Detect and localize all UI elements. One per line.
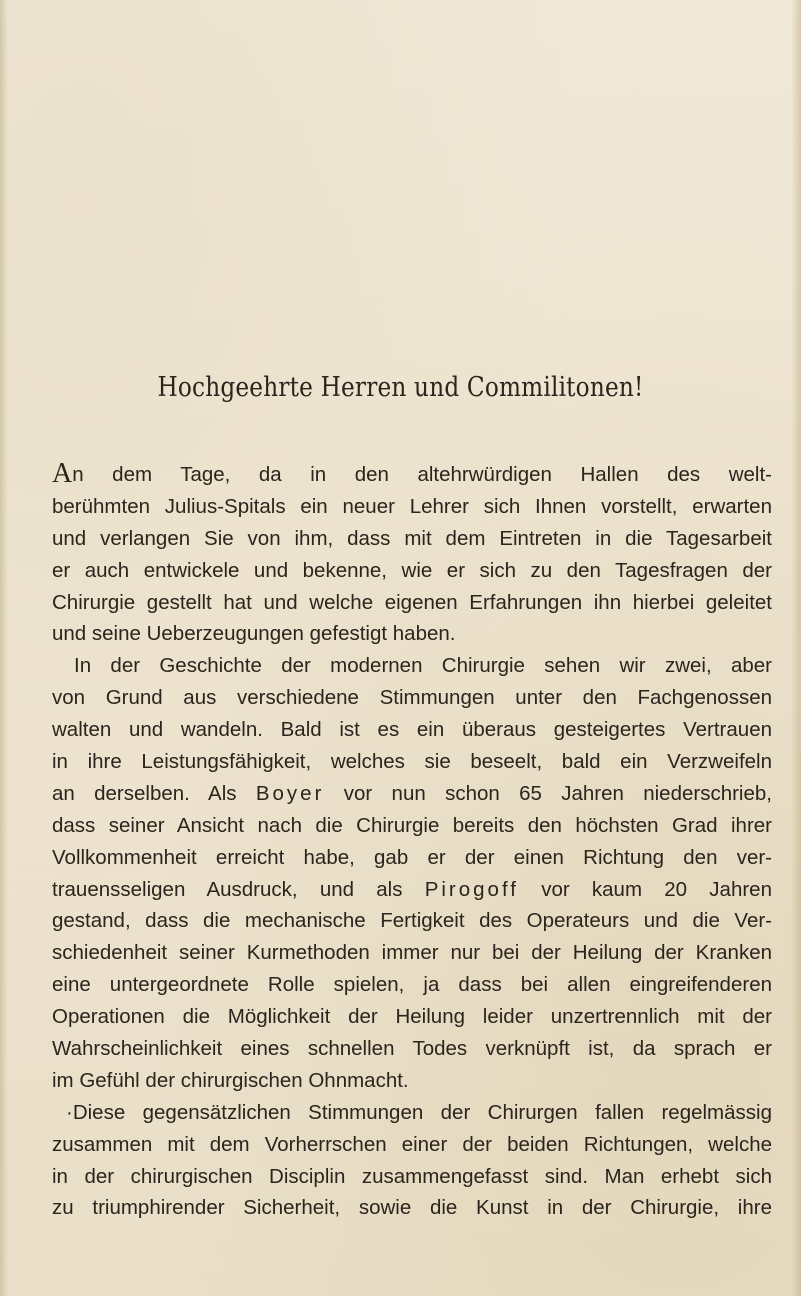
text-line: In der Geschichte der modernen Chirurgie sehen wir zwei, aber — [74, 654, 772, 678]
text-line: Wahrscheinlichkeit eines schnellen Todes verknüpft ist, da sprach er — [52, 1037, 772, 1061]
page-edge-left — [0, 0, 8, 1296]
text-line: und verlangen Sie von ihm, dass mit dem Eintreten in die Tagesarbeit — [52, 526, 772, 550]
drop-cap: A — [52, 458, 73, 489]
text-line: An dem Tage, da in den altehrwürdigen Hallen des welt- — [52, 458, 772, 489]
text-line: ·Diese gegensätzlichen Stimmungen der Chirurgen fallen regelmässig — [66, 1100, 772, 1124]
text-line: und seine Ueberzeugungen gefestigt haben. — [52, 622, 456, 646]
text-line: gestand, dass die mechanische Fertigkeit des Operateurs und die Ver- — [52, 909, 772, 933]
text-line: Operationen die Möglichkeit der Heilung leider unzertrennlich mit der — [52, 1005, 772, 1029]
text-line: Chirurgie gestellt hat und welche eigenen Erfahrungen ihn hierbei geleitet — [52, 590, 772, 614]
page-edge-right — [791, 0, 801, 1296]
text-line: trauensseligen Ausdruck, und als Pirogoff vor kaum 20 Jahren — [52, 877, 772, 901]
name-pirogoff: Pirogoff — [424, 877, 519, 901]
text-line: im Gefühl der chirurgischen Ohnmacht. — [52, 1068, 409, 1092]
text-line: walten und wandeln. Bald ist es ein überaus gesteigertes Vertrauen — [52, 718, 772, 742]
text-line: Vollkommenheit erreicht habe, gab er der einen Richtung den ver- — [52, 845, 772, 869]
text-line: zusammen mit dem Vorherrschen einer der beiden Richtungen, welche — [52, 1132, 772, 1156]
body-text — [52, 459, 772, 1224]
text-line: schiedenheit seiner Kurmethoden immer nur bei der Heilung der Kranken — [52, 941, 772, 965]
text-line: dass seiner Ansicht nach die Chirurgie bereits den höchsten Grad ihrer — [52, 813, 772, 837]
text-line: berühmten Julius-Spitals ein neuer Lehrer sich Ihnen vorstellt, erwarten — [52, 494, 772, 518]
text-line: eine untergeordnete Rolle spielen, ja dass bei allen eingreifenderen — [52, 973, 772, 997]
text-line: in ihre Leistungsfähigkeit, welches sie beseelt, bald ein Verzweifeln — [52, 750, 772, 774]
text-line: in der chirurgischen Disciplin zusammengefasst sind. Man erhebt sich — [52, 1164, 772, 1188]
text-line: er auch entwickele und bekenne, wie er sich zu den Tagesfragen der — [52, 558, 772, 582]
name-boyer: Boyer — [255, 781, 325, 805]
text-line: zu triumphirender Sicherheit, sowie die Kunst in der Chirurgie, ihre — [52, 1196, 772, 1220]
page-heading: Hochgeehrte Herren und Commilitonen! — [157, 372, 644, 403]
text-line: an derselben. Als Boyer vor nun schon 65 Jahren niederschrieb, — [52, 781, 772, 805]
text-line: von Grund aus verschiedene Stimmungen unter den Fachgenossen — [52, 686, 772, 710]
